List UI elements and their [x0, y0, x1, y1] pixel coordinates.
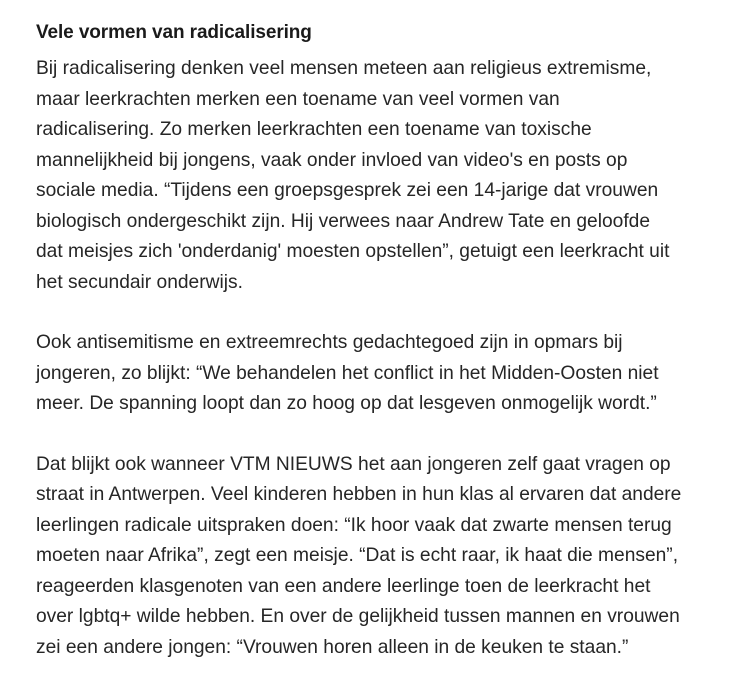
paragraph-line: over lgbtq+ wilde hebben. En over de gelijkheid tussen mannen en vrouwen [36, 606, 680, 627]
paragraph-line: maar leerkrachten merken een toename van veel vormen van [36, 88, 560, 110]
paragraph-line: straat in Antwerpen. Veel kinderen hebben in hun klas al ervaren dat andere [36, 484, 682, 505]
paragraph-3 [36, 450, 716, 664]
paragraph-spacer [36, 298, 716, 328]
paragraph-line: het secundair onderwijs. [36, 271, 243, 293]
paragraph-spacer [36, 420, 716, 450]
paragraph-line: moeten naar Afrika”, zegt een meisje. “Dat is echt raar, ik haat die mensen”, [36, 545, 679, 566]
paragraph-line: mannelijkheid bij jongens, vaak onder invloed van video's en posts op [36, 149, 628, 171]
paragraph-line: jongeren, zo blijkt: “We behandelen het conflict in het Midden-Oosten niet [36, 362, 659, 384]
paragraph-line: Ook antisemitisme en extreemrechts gedachtegoed zijn in opmars bij [36, 332, 623, 353]
section-heading: Vele vormen van radicalisering [36, 22, 312, 43]
paragraph-line: zei een andere jongen: “Vrouwen horen alleen in de keuken te staan.” [36, 636, 629, 658]
article-body [36, 20, 716, 663]
paragraph-line: Bij radicalisering denken veel mensen meteen aan religieus extremisme, [36, 58, 652, 79]
paragraph-line: radicalisering. Zo merken leerkrachten een toename van toxische [36, 119, 592, 140]
paragraph-line: biologisch ondergeschikt zijn. Hij verwees naar Andrew Tate en geloofde [36, 210, 651, 232]
paragraph-line: leerlingen radicale uitspraken doen: “Ik hoor vaak dat zwarte mensen terug [36, 514, 672, 536]
paragraph-line: meer. De spanning loopt dan zo hoog op dat lesgeven onmogelijk wordt.” [36, 393, 657, 414]
paragraph-1 [36, 54, 716, 298]
paragraph-line: dat meisjes zich 'onderdanig' moesten opstellen”, getuigt een leerkracht uit [36, 241, 670, 262]
paragraph-line: reageerden klasgenoten van een andere leerlinge toen de leerkracht het [36, 575, 651, 597]
paragraph-line: sociale media. “Tijdens een groepsgesprek zei een 14-jarige dat vrouwen [36, 180, 659, 201]
paragraph-2 [36, 328, 716, 420]
paragraph-line: Dat blijkt ook wanneer VTM NIEUWS het aan jongeren zelf gaat vragen op [36, 453, 671, 475]
